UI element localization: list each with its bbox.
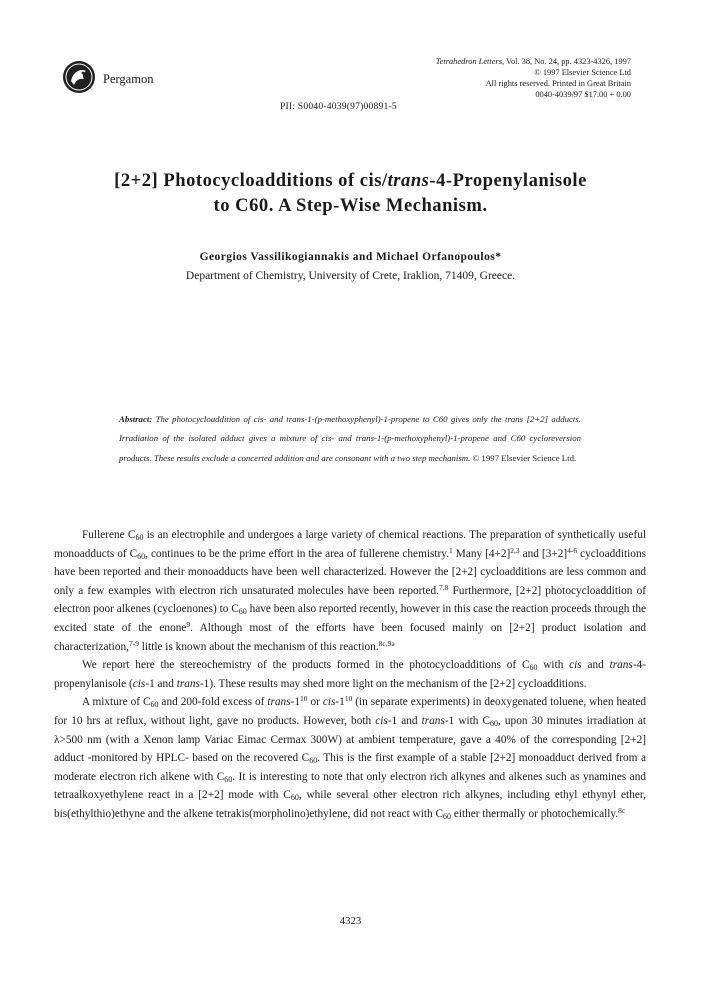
- text-run: We report here the stereochemistry of the products formed in the photocycloadditions of C: [82, 659, 530, 672]
- title-part: to C60. A Step-Wise Mechanism.: [213, 195, 488, 216]
- text-run: , continues to be the prime effort in the area of fullerene chemistry.: [145, 547, 450, 560]
- pergamon-logo-icon: [62, 60, 96, 94]
- text-run: Furthermore, [2+2] photocycloaddition of electron poor alkenes (cycloenones) to C: [54, 584, 646, 616]
- text-run: 8c,9a: [378, 638, 395, 648]
- text-run: trans: [267, 696, 291, 709]
- paragraph: [54, 526, 646, 656]
- text-run: 60: [137, 551, 146, 561]
- text-run: 7,8: [439, 582, 449, 592]
- text-run: cis: [322, 696, 336, 709]
- text-run: -1). These results may shed more light on the mechanism of the [2+2] cycloadditions.: [199, 677, 587, 690]
- text-run: , upon 30 minutes irradiation at λ>500 nm (with a Xenon lamp Variac Eimac Cermax 300W) at ambient temperature, gave a 40% of the corresponding [2+2] adduct -monitored by HPLC- based on the recovered C: [54, 714, 647, 765]
- text-run: 60: [490, 718, 499, 728]
- text-run: 10: [300, 694, 308, 704]
- text-run: 4-6: [567, 545, 578, 555]
- title-part: -4-Propenylanisole: [429, 170, 587, 191]
- abstract-copyright: © 1997 Elsevier Science Ltd.: [470, 452, 577, 463]
- journal-name: Tetrahedron Letters,: [435, 57, 505, 66]
- text-run: 60: [290, 793, 299, 803]
- text-run: little is known about the mechanism of this reaction.: [138, 640, 379, 653]
- text-run: . Although most of the efforts have been focused mainly on [2+2] product isolation and characterization,: [54, 621, 646, 653]
- text-run: 10: [344, 694, 353, 704]
- article-title: [60, 168, 641, 218]
- rights-line: All rights reserved. Printed in Great Britain: [485, 79, 631, 88]
- journal-info: [371, 56, 631, 100]
- text-run: and [3+2]: [519, 547, 568, 560]
- text-run: (in separate experiments) in deoxygenated toluene, when heated for 10 hrs at reflux, without light, gave no products. However, both: [54, 696, 647, 727]
- text-run: 60: [309, 756, 318, 766]
- text-run: 2,3: [510, 545, 520, 555]
- text-run: -1: [335, 696, 345, 709]
- text-run: -1 and: [387, 714, 422, 727]
- copyright-line: © 1997 Elsevier Science Ltd: [534, 68, 631, 77]
- text-run: either thermally or photochemically.: [451, 807, 619, 820]
- text-run: 60: [238, 607, 247, 617]
- text-run: , while several other electron rich alkynes, including ethyl ethynyl ether, bis(ethylthio)ethyne and the alkene tetrakis(morpholino)ethylene, did not react with C: [54, 789, 646, 820]
- text-run: cis: [569, 659, 582, 672]
- text-run: 60: [150, 700, 159, 710]
- text-run: is an electrophile and undergoes a large variety of chemical reactions. The preparation of synthetically useful monoadducts of C: [54, 529, 646, 560]
- abstract-label: Abstract:: [119, 414, 153, 424]
- publisher-name: Pergamon: [103, 72, 154, 86]
- text-run: -1 with C: [444, 714, 491, 727]
- text-run: . It is interesting to note that only electron rich alkynes and alkenes such as ynamines and tetraalkoxyethylene react in a [2+2] mode with C: [54, 770, 646, 802]
- text-run: 9: [186, 619, 191, 629]
- abstract: [119, 410, 581, 468]
- text-run: cis: [375, 714, 388, 727]
- text-run: and: [581, 659, 610, 672]
- text-run: 60: [135, 533, 144, 542]
- abstract-text: The photocycloaddition of cis- and trans-1-(p-methoxyphenyl)-1-propene to C60 gives only the trans [2+2] adducts. Irradiation of the isolated adduct gives a mixture of cis- and trans-1-(p-methoxyphenyl)-1-propene and C60 cycloreversion products. These results exclude a concerted addition and are consonant with a two step mechanism.: [119, 414, 581, 463]
- text-run: and 200-fold excess of: [158, 696, 268, 709]
- text-run: . This is the first example of a stable [2+2] monoadduct derived from a moderate electron rich alkene with C: [54, 752, 646, 783]
- text-run: -1 and: [145, 677, 177, 690]
- paragraph: [54, 693, 646, 823]
- text-run: cis: [132, 677, 146, 690]
- text-run: or: [307, 696, 323, 709]
- text-run: trans: [421, 714, 445, 727]
- pii: PII: S0040-4039(97)00891-5: [280, 101, 397, 112]
- authors: Georgios Vassilikogiannakis and Michael Orfanopoulos*: [199, 251, 502, 263]
- journal-volume: Vol. 38, No. 24, pp. 4323-4326, 1997: [504, 57, 631, 66]
- text-run: Many [4+2]: [452, 547, 511, 560]
- text-run: 1: [449, 545, 453, 555]
- text-run: trans: [176, 677, 200, 690]
- text-run: -4-propenylanisole (: [54, 659, 646, 690]
- text-run: 60: [443, 811, 452, 821]
- text-run: 8c: [618, 805, 626, 815]
- text-run: 7-9: [128, 638, 139, 648]
- text-run: -1: [290, 696, 301, 709]
- text-run: 60: [224, 774, 233, 784]
- body-text: [54, 526, 646, 824]
- affiliation: Department of Chemistry, University of Crete, Iraklion, 71409, Greece.: [185, 270, 516, 282]
- paragraph: [54, 656, 646, 693]
- text-run: have been also reported recently, however in this case the reaction proceeds through the excited state of the enone: [54, 603, 647, 634]
- text-run: cycloadditions have been reported and their monoadducts have been well characterized. However the [2+2] cycloadditions are less common and only a few examples with electron rich unsaturated molecules have been reported.: [54, 547, 647, 597]
- text-run: Fullerene C: [82, 529, 136, 541]
- title-part: [2+2] Photocycloadditions of cis/: [114, 170, 388, 191]
- issn-line: 0040-4039/97 $17.00 + 0.00: [535, 90, 631, 99]
- title-part: trans: [387, 170, 430, 191]
- text-run: with: [537, 659, 570, 672]
- text-run: A mixture of C: [82, 696, 151, 709]
- text-run: trans: [609, 659, 633, 672]
- text-run: 60: [529, 663, 538, 673]
- page-number: 4323: [339, 915, 362, 927]
